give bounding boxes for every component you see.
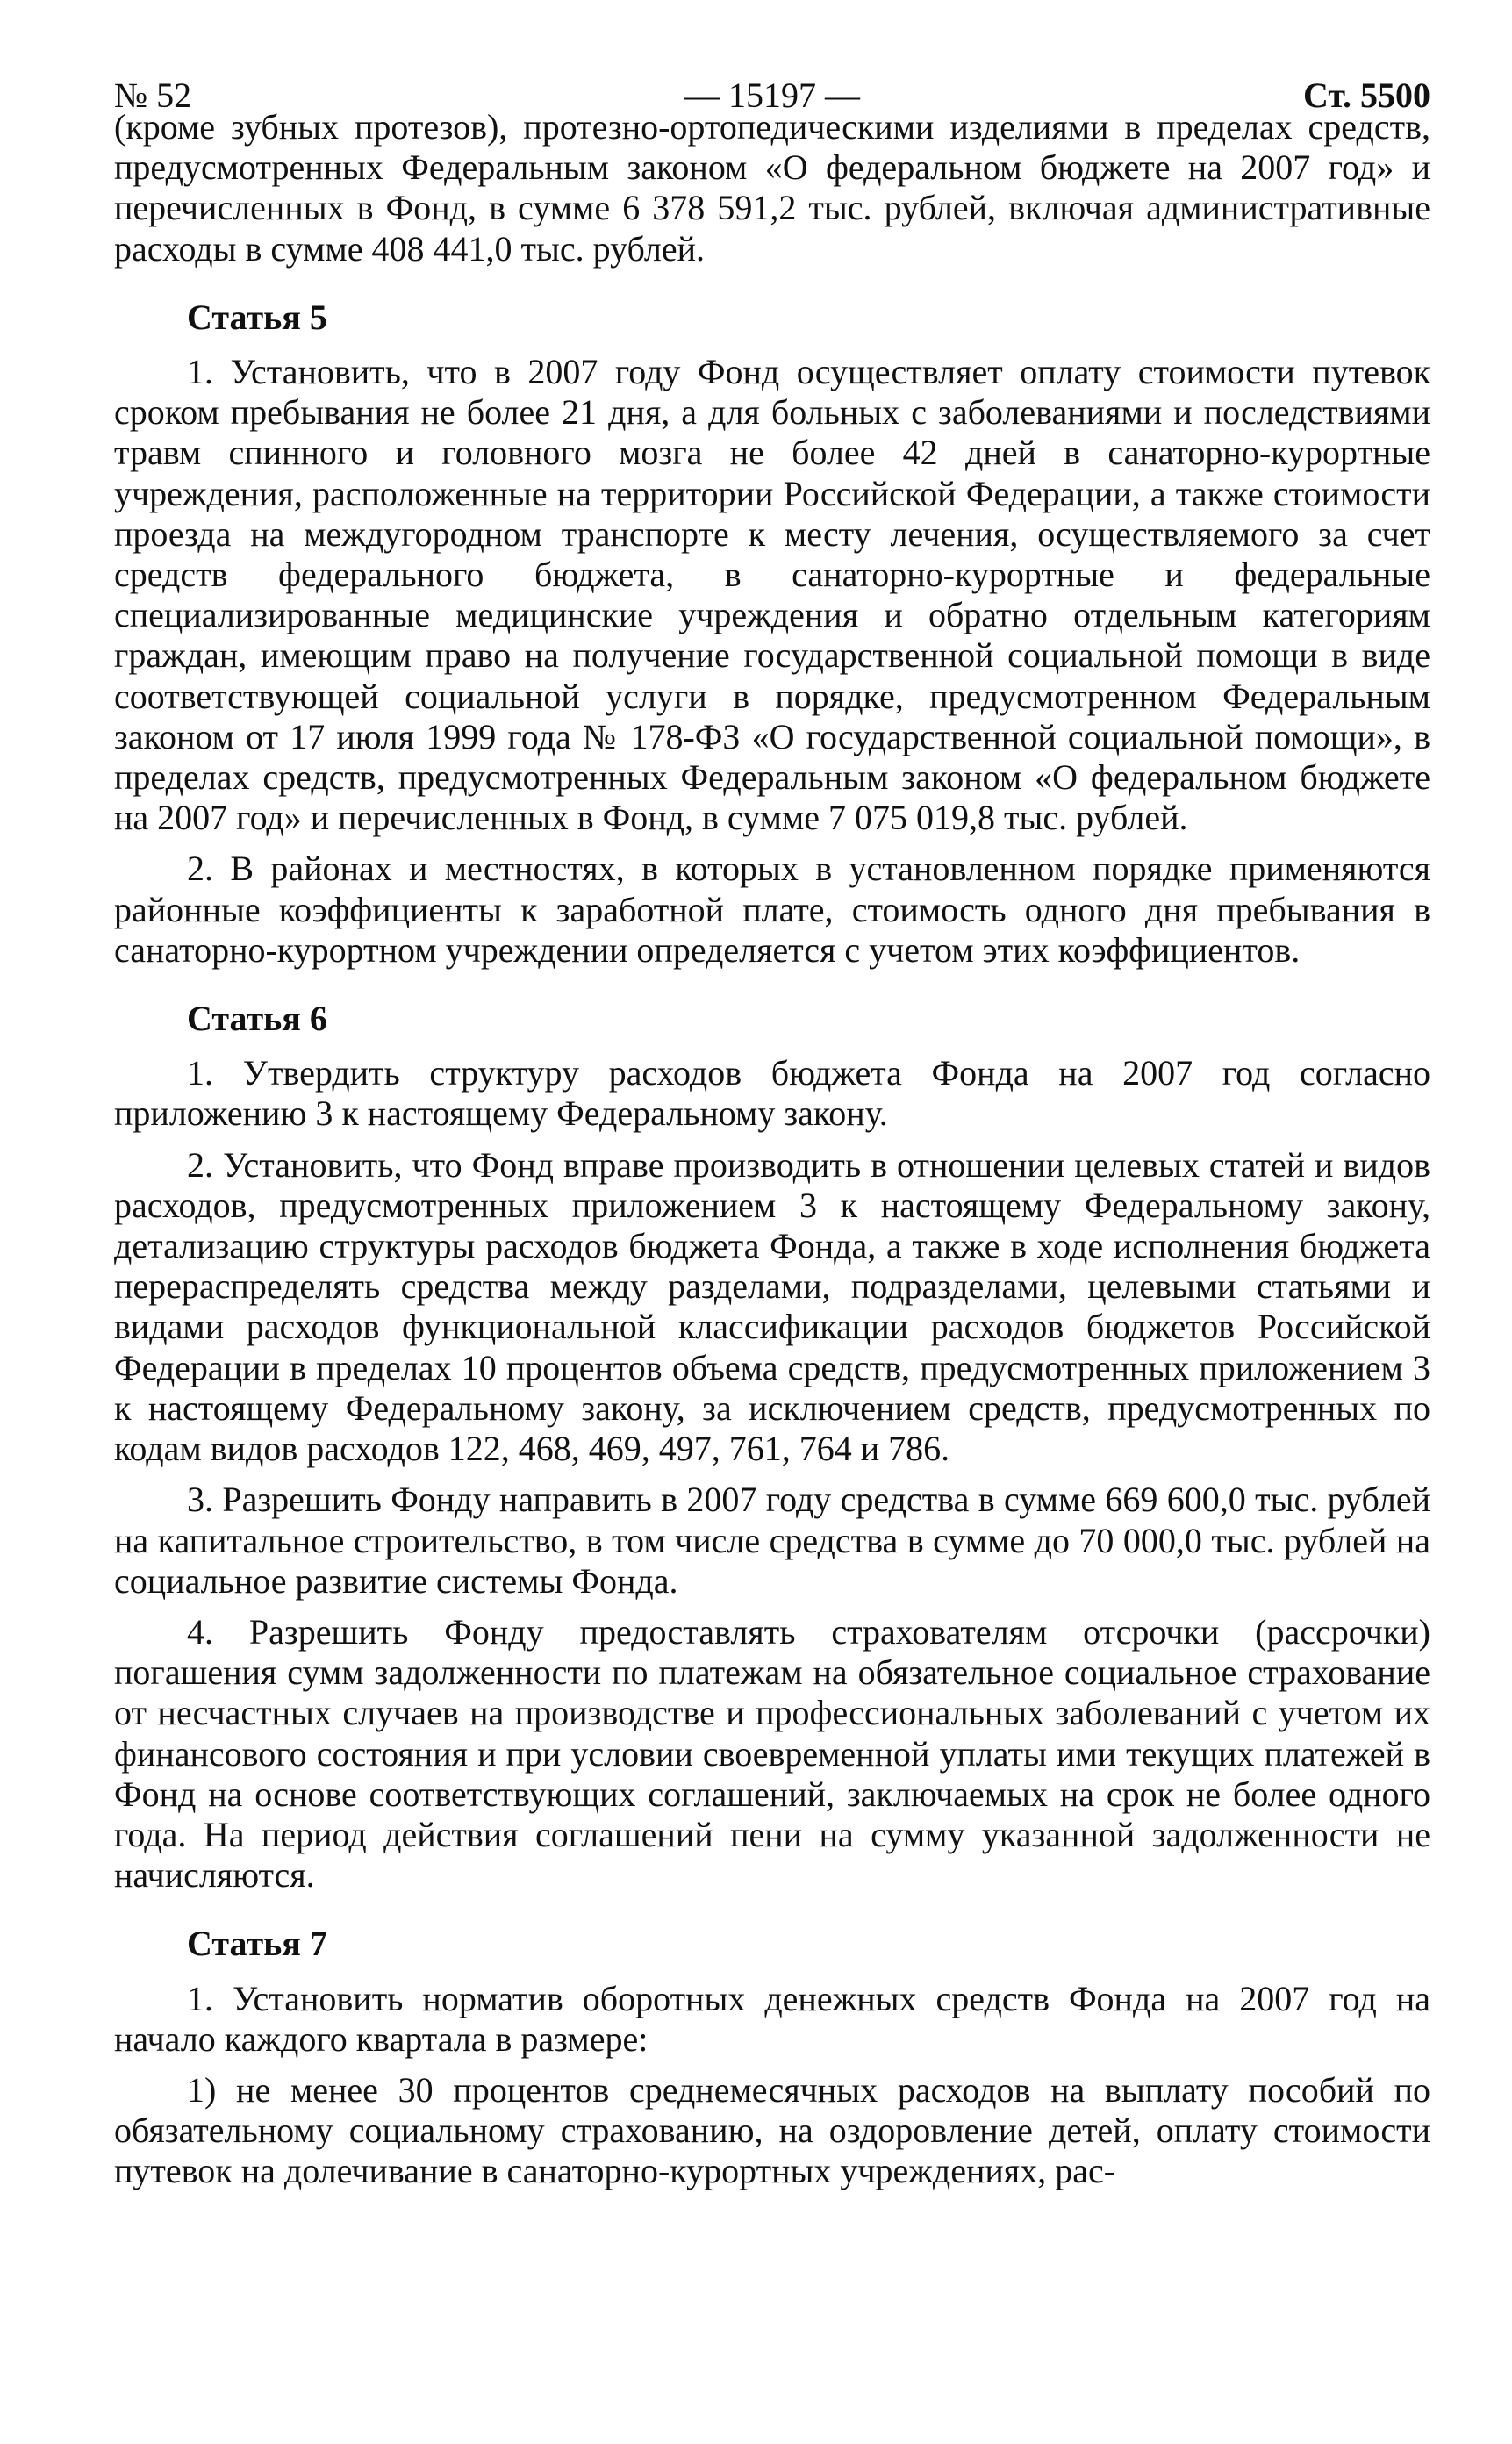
paragraph-continuation: (кроме зубных протезов), протезно-ортопедическими изделиями в пределах средств, предусмотренных Федеральным законом «О федеральном бюджете на 2007 год» и перечисленных в Фонд, в сумме 6 378 591,2 тыс. рублей, включая административные расходы в сумме 408 441,0 тыс. рублей. (114, 107, 1430, 269)
article-6-heading: Статья 6 (187, 999, 327, 1039)
page-number: — 15197 — (684, 75, 860, 115)
article-6-clause-1: 1. Утвердить структуру расходов бюджета Фонда на 2007 год согласно приложению 3 к настоящему Федеральному закону. (114, 1053, 1430, 1134)
article-6-clause-3: 3. Разрешить Фонду направить в 2007 году средства в сумме 669 600,0 тыс. рублей на капитальное строительство, в том числе средства в сумме до 70 000,0 тыс. рублей на социальное развитие системы Фонда. (114, 1480, 1430, 1601)
article-5-heading: Статья 5 (187, 297, 327, 337)
article-6-clause-2: 2. Установить, что Фонд вправе производить в отношении целевых статей и видов расходов, предусмотренных приложением 3 к настоящему Федеральному закону, детализацию структуры расходов бюджета Фонда, а также в ходе исполнения бюджета перераспределять средства между разделами, подразделами, целевыми статьями и видами расходов функциональной классификации расходов бюджетов Российской Федерации в пределах 10 процентов объема средств, предусмотренных приложением 3 к настоящему Федеральному закону, за исключением средств, предусмотренных по кодам видов расходов 122, 468, 469, 497, 761, 764 и 786. (114, 1144, 1430, 1469)
article-7-subclause-1: 1) не менее 30 процентов среднемесячных расходов на выплату пособий по обязательному социальному страхованию, на оздоровление детей, оплату стоимости путевок на долечивание в санаторно-курортных учреждениях, рас- (114, 2069, 1430, 2191)
article-7-clause-1: 1. Установить норматив оборотных денежных средств Фонда на 2007 год на начало каждого квартала в размере: (114, 1978, 1430, 2059)
document-body (114, 107, 1430, 2203)
article-5-clause-1: 1. Установить, что в 2007 году Фонд осуществляет оплату стоимости путевок сроком пребывания не более 21 дня, а для больных с заболеваниями и последствиями травм спинного и головного мозга не более 42 дней в санаторно-курортные учреждения, расположенные на территории Российской Федерации, а также стоимости проезда на междугородном транспорте к месту лечения, осуществляемого за счет средств федерального бюджета, в санаторно-курортные и федеральные специализированные медицинские учреждения и обратно отдельным категориям граждан, имеющим право на получение государственной социальной помощи в виде соответствующей социальной услуги в порядке, предусмотренном Федеральным законом от 17 июля 1999 года № 178-ФЗ «О государственной социальной помощи», в пределах средств, предусмотренных Федеральным законом «О федеральном бюджете на 2007 год» и перечисленных в Фонд, в сумме 7 075 019,8 тыс. рублей. (114, 352, 1430, 838)
article-7-heading: Статья 7 (187, 1924, 327, 1964)
issue-number: № 52 (114, 75, 192, 115)
article-reference: Ст. 5500 (1303, 75, 1430, 115)
article-5-clause-2: 2. В районах и местностях, в которых в установленном порядке применяются районные коэффициенты к заработной плате, стоимость одного дня пребывания в санаторно-курортном учреждении определяется с учетом этих коэффициентов. (114, 849, 1430, 970)
article-6-clause-4: 4. Разрешить Фонду предоставлять страхователям отсрочки (рассрочки) погашения сумм задолженности по платежам на обязательное социальное страхование от несчастных случаев на производстве и профессиональных заболеваний с учетом их финансового состояния и при условии своевременной уплаты ими текущих платежей в Фонд на основе соответствующих соглашений, заключаемых на срок не более одного года. На период действия соглашений пени на сумму указанной задолженности не начисляются. (114, 1611, 1430, 1896)
